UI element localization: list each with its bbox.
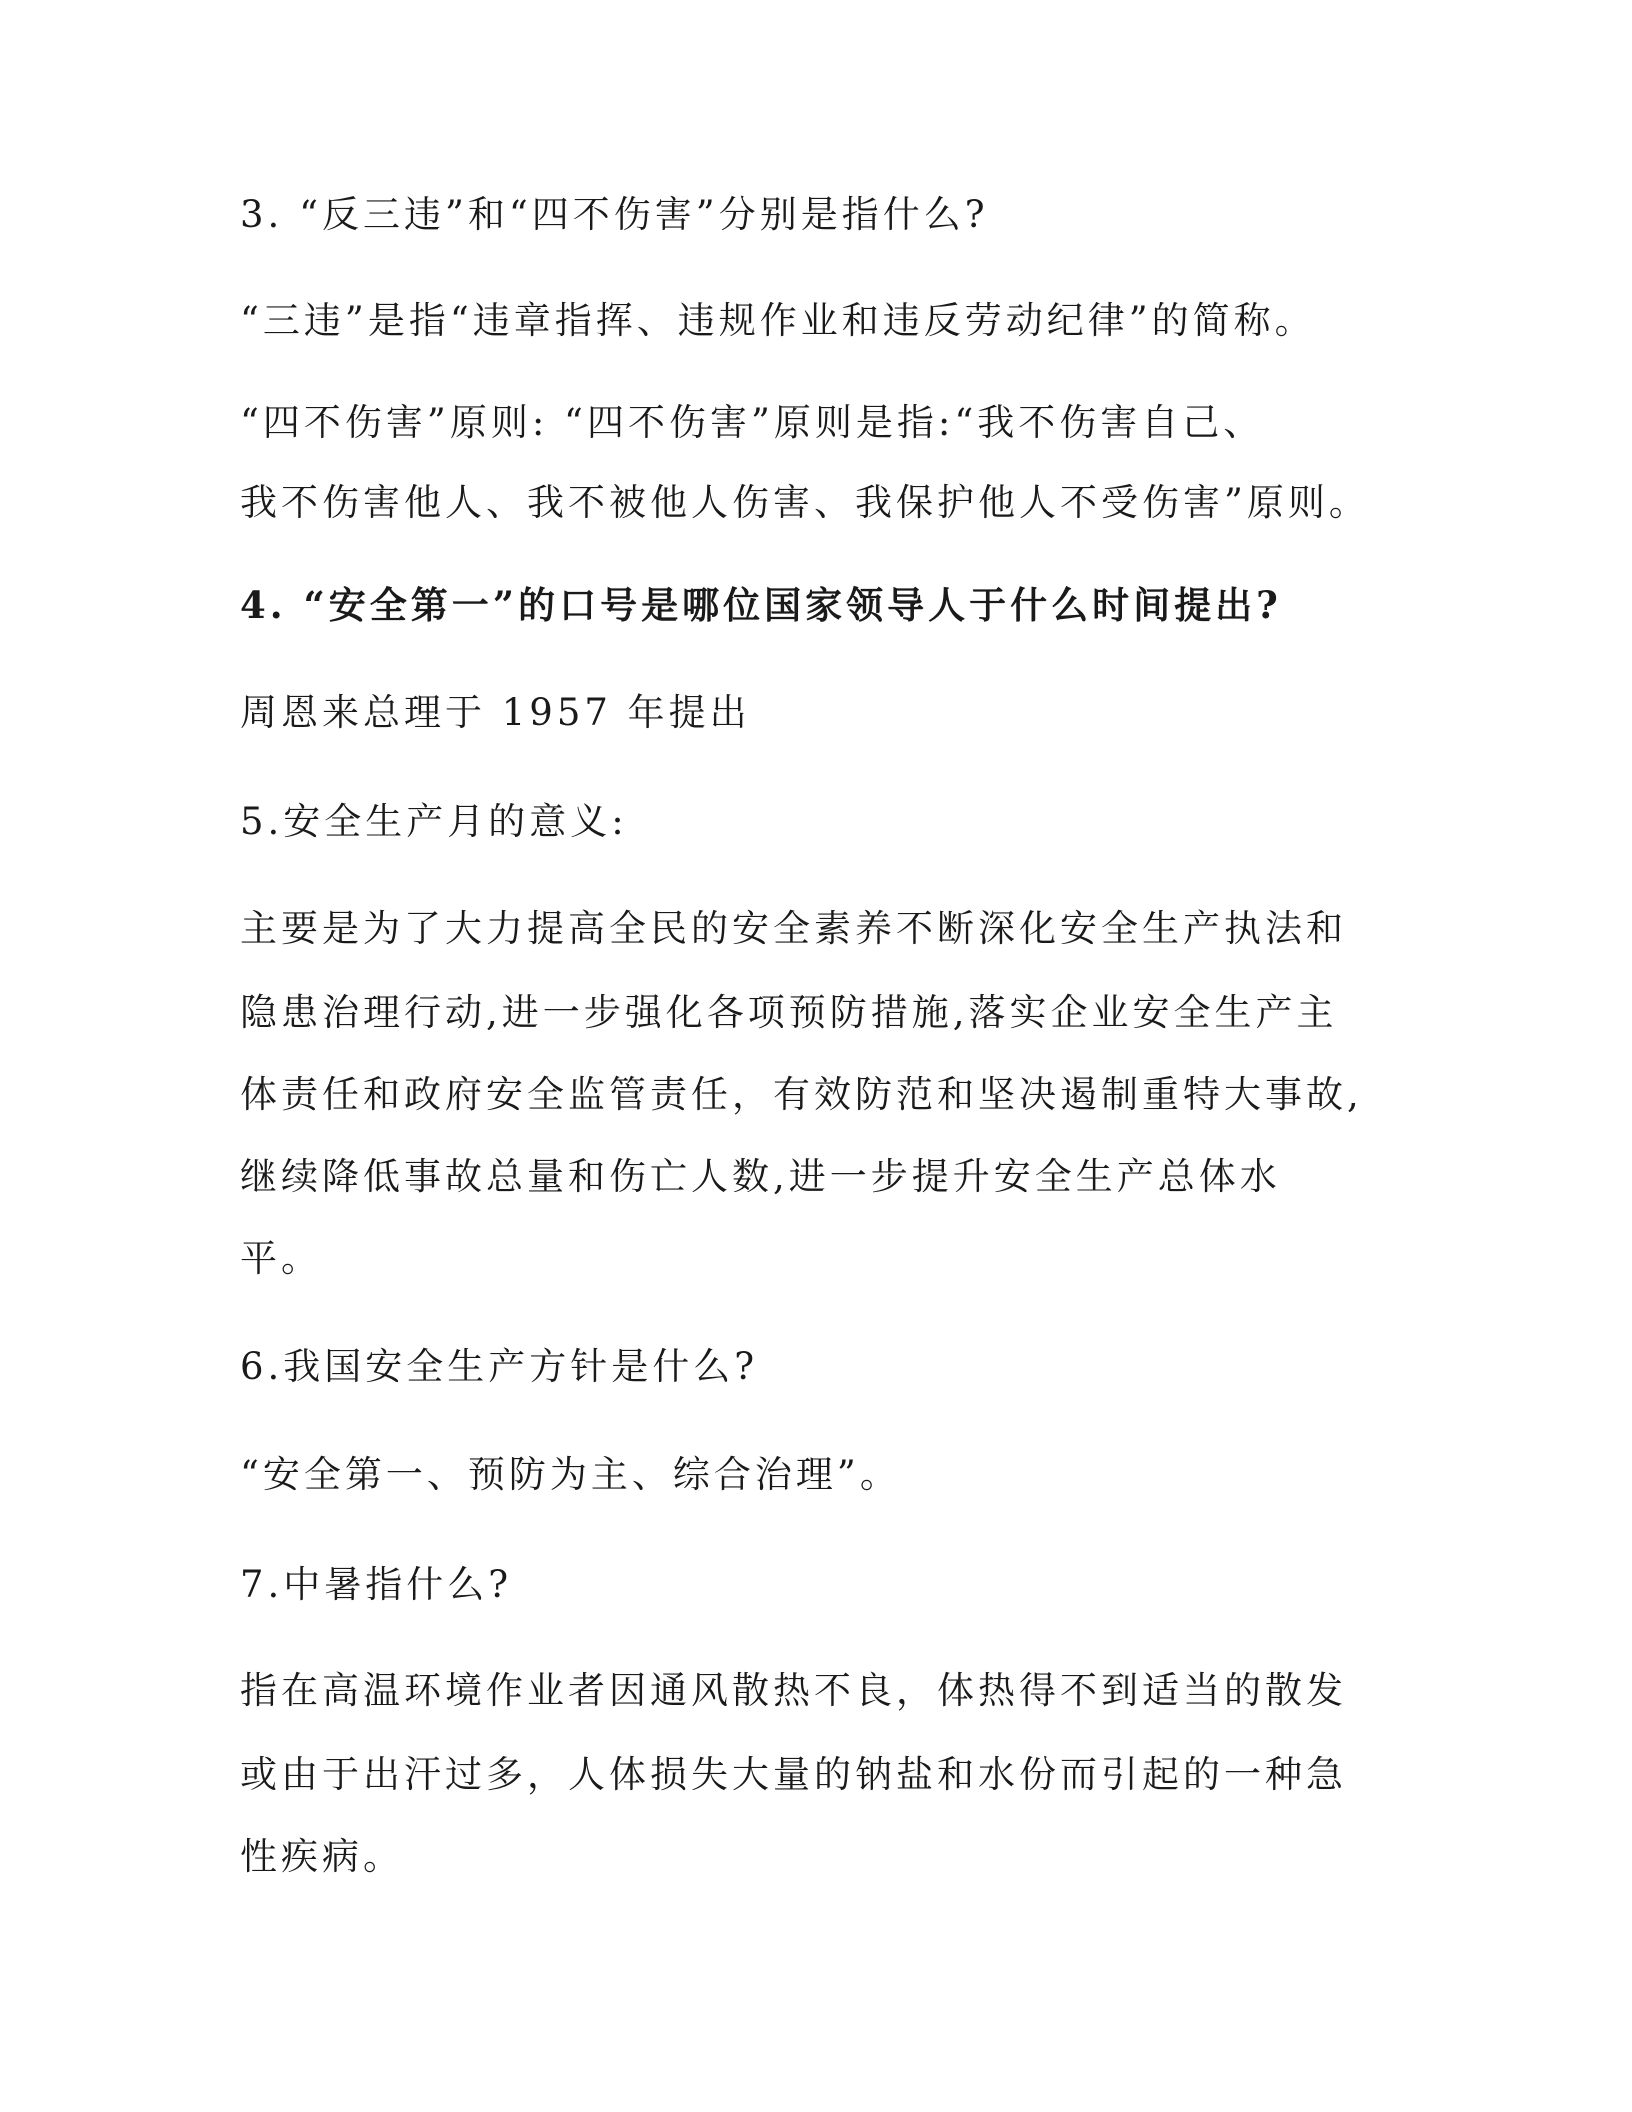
question-5-answer-line: 主要是为了大力提高全民的安全素养不断深化安全生产执法和 xyxy=(240,907,1347,950)
question-4-answer-line: 周恩来总理于 1957 年提出 xyxy=(240,691,751,734)
question-7-answer-line: 或由于出汗过多，人体损失大量的钠盐和水份而引起的一种急 xyxy=(240,1753,1347,1796)
question-7-answer-line: 性疾病。 xyxy=(240,1835,404,1878)
question-3-answer-line: 我不伤害他人、我不被他人伤害、我保护他人不受伤害”原则。 xyxy=(240,481,1370,524)
question-5-title: 5.安全生产月的意义: xyxy=(240,800,628,843)
question-5-answer-line: 平。 xyxy=(240,1237,322,1280)
question-3-answer-line: “四不伤害”原则: “四不伤害”原则是指:“我不伤害自己、 xyxy=(240,401,1265,444)
question-5-answer-line: 体责任和政府安全监管责任，有效防范和坚决遏制重特大事故, xyxy=(240,1073,1363,1116)
question-3-title: 3. “反三违”和“四不伤害”分别是指什么? xyxy=(240,193,989,236)
question-4-title: 4. “安全第一”的口号是哪位国家领导人于什么时间提出? xyxy=(240,583,1282,627)
question-5-answer-line: 隐患治理行动,进一步强化各项预防措施,落实企业安全生产主 xyxy=(240,991,1338,1034)
question-6-title: 6.我国安全生产方针是什么? xyxy=(240,1345,759,1388)
question-6-answer-line: “安全第一、预防为主、综合治理”。 xyxy=(240,1453,901,1496)
question-3-answer-line: “三违”是指“违章指挥、违规作业和违反劳动纪律”的简称。 xyxy=(240,299,1316,342)
question-7-title: 7.中暑指什么? xyxy=(240,1563,513,1606)
question-7-answer-line: 指在高温环境作业者因通风散热不良，体热得不到适当的散发 xyxy=(240,1669,1347,1712)
question-5-answer-line: 继续降低事故总量和伤亡人数,进一步提升安全生产总体水 xyxy=(240,1155,1281,1198)
